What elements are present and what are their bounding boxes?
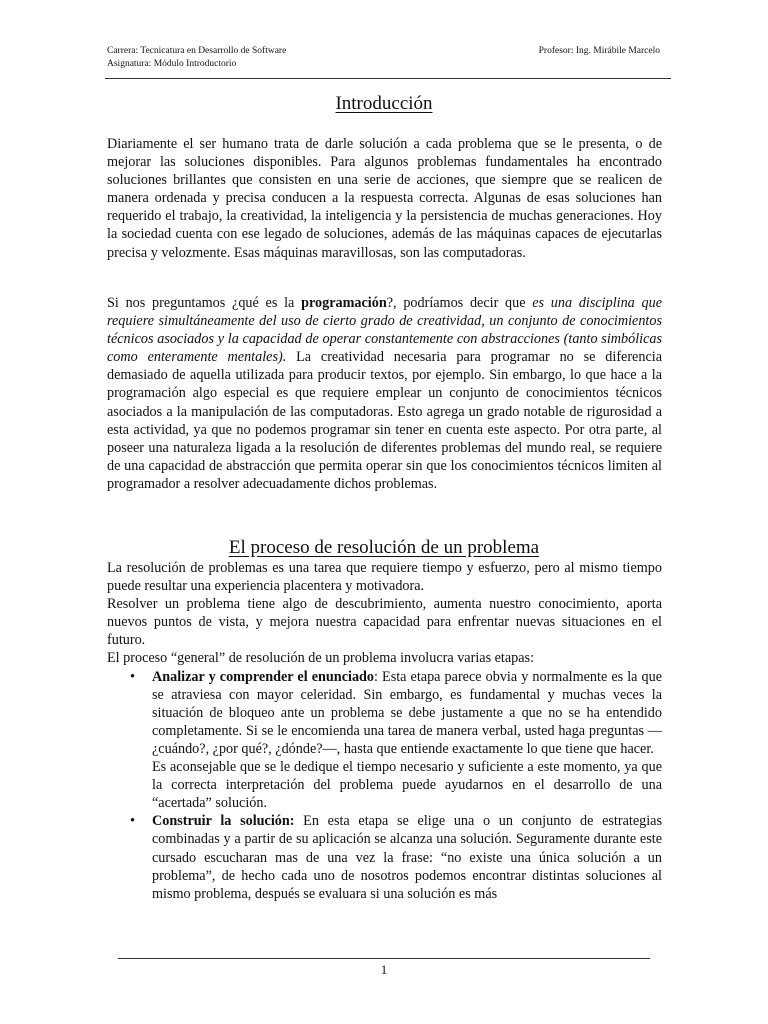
intro-p2-text-a: Si nos preguntamos ¿qué es la [107,295,302,311]
bullet-glyph: • [130,813,135,830]
intro-paragraph-2 [107,294,662,493]
process-body [107,559,662,903]
list-item-text: En esta etapa se elige una o un conjunto de estrategias combinadas y a partir de su aplicación se alcanza una solución. Seguramente durante este cursado escucharan mas de una vez la frase: “no existe una única solución a un problema”, de hecho cada uno de nosotros podemos encontrar distintas soluciones al mismo problema, después se evaluara si una solución es más [152,813,662,902]
process-stage-list [107,668,662,903]
intro-p2-text-c: La creatividad necesaria para programar no se diferencia demasiado de aquella utilizada para producir textos, por ejemplo. Sin embargo, lo que hace a la programación algo especial es que requiere emplear un conjunto de conocimientos técnicos asociados a la manipulación de las computadoras. Esto agrega un grado notable de rigurosidad a esta actividad, ya que no podemos programar sin tener en cuenta este aspecto. Por otra parte, al poseer una naturaleza ligada a la resolución de diferentes problemas del mundo real, se requiere de una capacidad de abstracción que permita operar sin que los conocimientos técnicos limiten al programador a resolver adecuadamente dichos problemas. [107,349,662,492]
section-title-intro: Introducción [335,93,433,114]
list-item-extra: Es aconsejable que se le dedique el tiempo necesario y suficiente a este momento, ya que la correcta interpretación del problema puede ayudarnos en el desarrollo de una “acertada” solución. [152,759,662,812]
bullet-glyph: • [130,668,135,685]
process-paragraph-2: Resolver un problema tiene algo de descubrimiento, aumenta nuestro conocimiento, aporta nuevos puntos de vista, y mejora nuestra capacidad para enfrentar nuevas situaciones en el futuro. [107,596,662,649]
list-item-heading: Construir la solución: [152,813,295,830]
intro-p2-bold-term: programación [301,295,387,311]
section-title-process: El proceso de resolución de un problema [228,537,540,558]
process-paragraph-3: El proceso “general” de resolución de un problema involucra varias etapas: [107,650,535,667]
page-number: 1 [380,962,388,977]
process-paragraph-1: La resolución de problemas es una tarea que requiere tiempo y esfuerzo, pero al mismo tiempo puede resultar una experiencia placentera y motivadora. [107,560,662,595]
intro-paragraph-1: Diariamente el ser humano trata de darle solución a cada problema que se le presenta, o de mejorar las soluciones disponibles. Para algunos problemas fundamentales ha encontrado soluciones brillantes que consisten en una serie de acciones, que siempre que se realicen de manera ordenada y precisa conducen a la respuesta correcta. Algunas de esas soluciones han requerido el trabajo, la creatividad, la inteligencia y la persistencia de muchas generaciones. Hoy la sociedad cuenta con ese legado de soluciones, además de las máquinas capaces de ejecutarlas precisa y velozmente. Esas máquinas maravillosas, son las computadoras. [107,136,662,261]
header-professor: Profesor: Ing. Mirábile Marcelo [538,46,660,56]
header-subject: Asignatura: Módulo Introductorio [107,59,237,69]
footer-divider [118,958,650,959]
header-divider [105,78,671,79]
list-item-text: : Esta etapa parece obvia y normalmente es la que se atraviesa con mayor celeridad. Sin embargo, es fundamental y muchas veces la situación de bloqueo ante un problema se debe justamente a que no se ha entendido completamente. Si se le encomienda una tarea de manera verbal, usted haga preguntas —¿cuándo?, ¿por qué?, ¿dónde?—, hasta que entiende exactamente lo que tiene que hacer. [152,668,663,757]
list-item-heading: Analizar y comprender el enunciado [152,668,375,685]
list-item [130,668,663,813]
list-item [130,812,662,902]
intro-p2-text-b: ?, podríamos decir que [386,295,533,311]
page-header [107,45,660,71]
header-career: Carrera: Tecnicatura en Desarrollo de Software [107,46,287,56]
intro-p2-italic-definition: es una disciplina que requiere simultáneamente del uso de cierto grado de creatividad, un conjunto de conocimientos técnicos asociados y la capacidad de operar constantemente con abstracciones (tanto simbólicas como enteramente mentales). [107,295,662,366]
